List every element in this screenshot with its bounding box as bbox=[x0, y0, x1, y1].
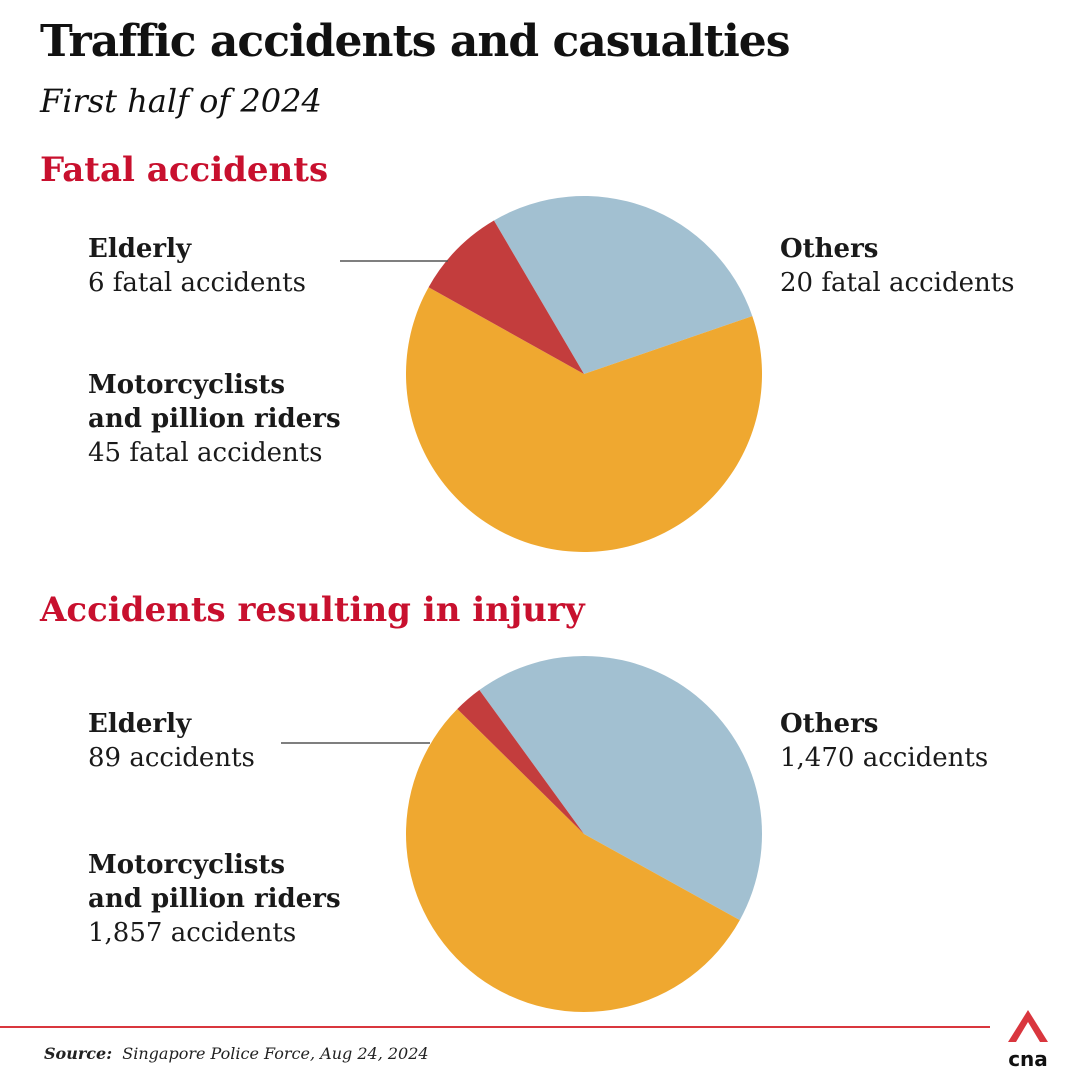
fatal-motorcyclists-name-line1: Motorcyclists bbox=[88, 370, 285, 400]
chart-subtitle: First half of 2024 bbox=[40, 82, 322, 120]
injury-others-value: 1,470 accidents bbox=[780, 743, 989, 773]
fatal-others-value: 20 fatal accidents bbox=[780, 268, 1015, 298]
source-label: Source: bbox=[44, 1044, 113, 1063]
injury-elderly-name: Elderly bbox=[88, 709, 192, 739]
svg-text:cna: cna bbox=[1008, 1047, 1048, 1070]
injury-motorcyclists-name-line2: and pillion riders bbox=[88, 884, 341, 914]
injury-others-name: Others bbox=[780, 709, 879, 739]
injury-motorcyclists-value: 1,857 accidents bbox=[88, 918, 297, 948]
footer-rule bbox=[0, 1026, 990, 1028]
fatal-elderly-name: Elderly bbox=[88, 234, 192, 264]
injury-motorcyclists-name-line1: Motorcyclists bbox=[88, 850, 285, 880]
fatal-motorcyclists-value: 45 fatal accidents bbox=[88, 438, 323, 468]
cna-logo-icon bbox=[1000, 1008, 1056, 1070]
chart-title: Traffic accidents and casualties bbox=[40, 16, 790, 67]
source-text: Singapore Police Force, Aug 24, 2024 bbox=[122, 1044, 429, 1063]
fatal-others-name: Others bbox=[780, 234, 879, 264]
injury-elderly-value: 89 accidents bbox=[88, 743, 255, 773]
fatal-motorcyclists-name-line2: and pillion riders bbox=[88, 404, 341, 434]
source-note bbox=[44, 1044, 429, 1063]
fatal-elderly-value: 6 fatal accidents bbox=[88, 268, 306, 298]
fatal-section-title: Fatal accidents bbox=[40, 150, 329, 190]
injury-section-title: Accidents resulting in injury bbox=[40, 590, 585, 630]
